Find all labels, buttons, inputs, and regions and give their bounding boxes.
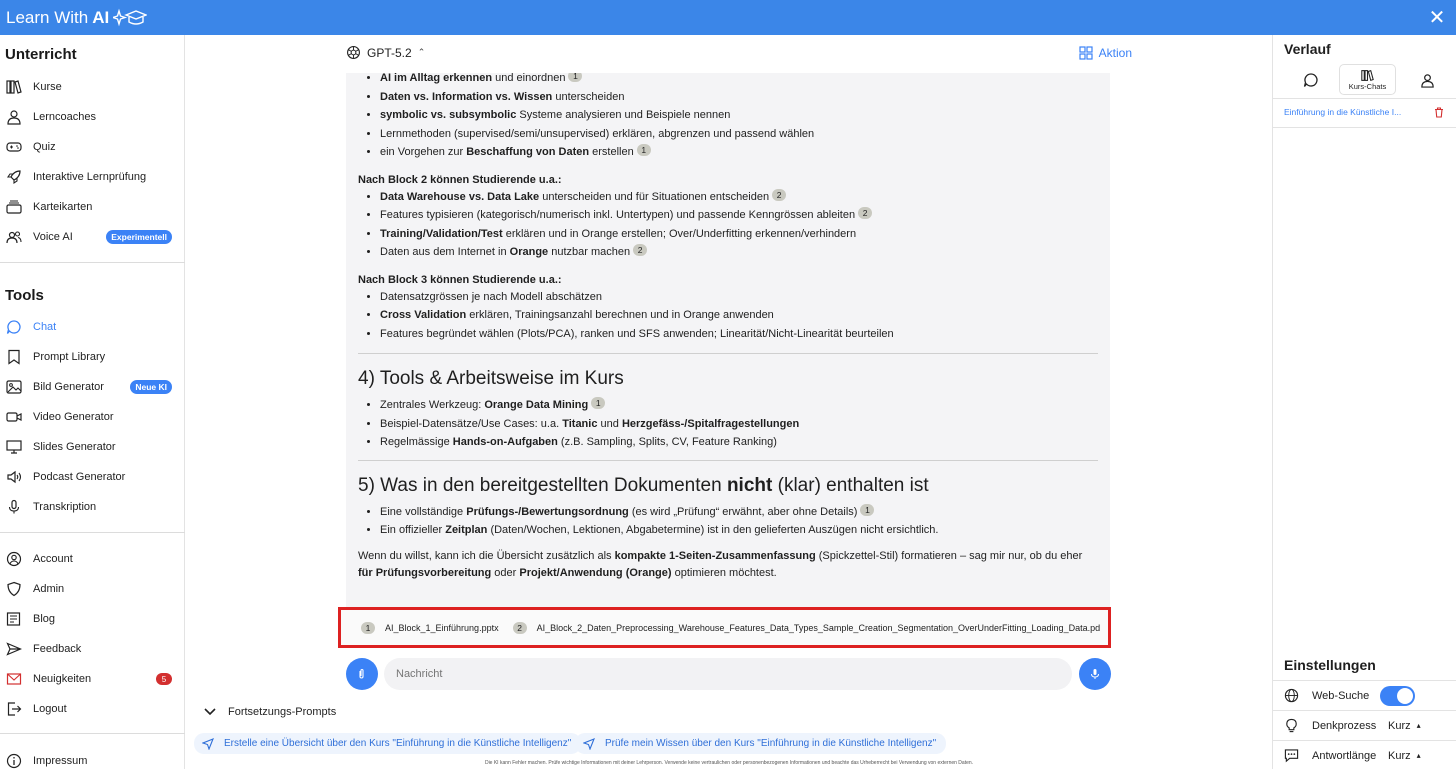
sources-bar: [338, 607, 1111, 648]
sidebar-item-impressum[interactable]: [0, 746, 184, 776]
source-file-link[interactable]: AI_Block_1_Einführung.pptx: [385, 622, 499, 633]
image-icon: [6, 379, 22, 395]
new-ai-badge: Neue KI: [130, 380, 172, 394]
sidebar-item-karteikarten[interactable]: [0, 192, 184, 222]
bookmark-icon: [6, 349, 22, 365]
followup-prompts-toggle[interactable]: [204, 706, 336, 718]
list-item: • Zentrales Werkzeug: Orange Data Mining 1: [380, 396, 1098, 415]
sidebar-item-video-generator[interactable]: [0, 402, 184, 432]
message-composer: [346, 657, 1111, 691]
sidebar-item-label: Chat: [33, 321, 57, 333]
list-item: • Training/Validation/Test erklären und in Orange erstellen; Over/Underfitting erkennen/verhindern: [380, 225, 1098, 244]
list-item: • Data Warehouse vs. Data Lake unterscheiden und für Situationen entscheiden 2: [380, 188, 1098, 207]
list-item: • Lernmethoden (supervised/semi/unsupervised) erklären, abgrenzen und passend wählen: [380, 125, 1098, 144]
voice-input-button[interactable]: [1079, 658, 1111, 690]
sidebar-item-quiz[interactable]: [0, 132, 184, 162]
source-number: 2: [513, 622, 527, 634]
list-item: • AI im Alltag erkennen und einordnen 1: [380, 73, 1098, 88]
sidebar-item-label: Slides Generator: [33, 441, 116, 453]
list-item: • Regelmässige Hands-on-Aufgaben (z.B. Sampling, Splits, CV, Feature Ranking): [380, 433, 1098, 452]
select-value: Kurz: [1388, 749, 1411, 762]
section5-list: [358, 503, 1098, 540]
library-icon: [1360, 69, 1375, 82]
list-item: • Ein offizieller Zeitplan (Daten/Wochen, Lektionen, Abgabetermine) ist in den gelieferten Auszügen nicht ersichtlich.: [380, 521, 1098, 540]
sidebar-item-blog[interactable]: [0, 604, 184, 634]
sidebar-item-label: Voice AI: [33, 231, 73, 243]
account-icon: [6, 551, 22, 567]
followup-prompts-label: Fortsetzungs-Prompts: [228, 706, 337, 718]
chat-header: [186, 35, 1272, 73]
sidebar-item-label: Kurse: [33, 81, 62, 93]
chevron-down-icon: [204, 708, 216, 716]
sidebar-item-transkription[interactable]: [0, 492, 184, 522]
sidebar-item-label: Karteikarten: [33, 201, 93, 213]
sidebar-item-voice-ai[interactable]: [0, 222, 184, 252]
history-item-title: Einführung in die Künstliche I...: [1284, 107, 1402, 117]
section-title-tools: Tools: [5, 287, 44, 304]
followup-prompt-text: Prüfe mein Wissen über den Kurs "Einführung in die Künstliche Intelligenz": [605, 738, 937, 749]
tab-chats[interactable]: [1300, 69, 1322, 91]
section5-heading: 5) Was in den bereitgestellten Dokumenten nicht (klar) enthalten ist: [358, 474, 929, 496]
sidebar-item-label: Transkription: [33, 501, 97, 513]
library-icon: [6, 79, 22, 95]
send-icon: [6, 641, 22, 657]
newspaper-icon: [6, 611, 22, 627]
chevron-updown-icon: ⌃: [417, 47, 426, 57]
mail-icon: [6, 671, 22, 687]
sidebar-item-label: Prompt Library: [33, 351, 106, 363]
aktion-button[interactable]: [1079, 46, 1132, 60]
sidebar-item-label: Podcast Generator: [33, 471, 126, 483]
speaker-icon: [6, 469, 22, 485]
sidebar-item-interaktive-lernpruefung[interactable]: [0, 162, 184, 192]
settings-title: Einstellungen: [1284, 657, 1376, 673]
sidebar-item-lerncoaches[interactable]: [0, 102, 184, 132]
sidebar-item-label: Lerncoaches: [33, 111, 96, 123]
followup-prompt-chip[interactable]: [575, 733, 946, 754]
source-number: 1: [361, 622, 375, 634]
user-icon: [6, 109, 22, 125]
sidebar-divider: [0, 532, 185, 533]
sidebar-item-admin[interactable]: [0, 574, 184, 604]
citation-badge[interactable]: 2: [633, 244, 647, 256]
section4-list: [358, 396, 1098, 452]
list-item: • Datensatzgrössen je nach Modell abschätzen: [380, 288, 1098, 307]
block2-heading: Nach Block 2 können Studierende u.a.:: [358, 173, 562, 186]
ai-disclaimer: Die KI kann Fehler machen. Prüfe wichtige Informationen mit deiner Lehrperson. Verwende keine vertraulichen oder personenbezogenen Informationen und beachte das Urheberrecht bei Verwendung von externen Daten.: [484, 760, 974, 766]
presentation-icon: [6, 439, 22, 455]
list-item: • Beispiel-Datensätze/Use Cases: u.a. Titanic und Herzgefäss-/Spitalfragestellungen: [380, 415, 1098, 434]
grid-icon: [1079, 46, 1093, 60]
sidebar-item-neuigkeiten[interactable]: [0, 664, 184, 694]
section-divider: [358, 353, 1098, 354]
sidebar-divider: [0, 262, 185, 263]
citation-badge[interactable]: 1: [860, 504, 874, 516]
aktion-label: Aktion: [1098, 46, 1132, 60]
tab-label: Kurs-Chats: [1348, 81, 1387, 91]
sidebar-item-label: Impressum: [33, 755, 88, 767]
gamepad-icon: [6, 139, 22, 155]
block3-list: [358, 288, 1098, 344]
app-logo[interactable]: [6, 8, 147, 28]
sidebar-divider: [0, 733, 185, 734]
info-icon: [6, 753, 22, 769]
chevron-updown-icon: ▴: [1416, 721, 1421, 730]
block1-list: [358, 73, 1098, 162]
sidebar-item-chat[interactable]: [0, 312, 184, 342]
navigation-arrow-icon: [202, 738, 214, 750]
select-value: Kurz: [1388, 719, 1411, 732]
left-sidebar: [0, 35, 185, 769]
history-title: Verlauf: [1284, 41, 1331, 57]
message-dots-icon: [1284, 748, 1300, 763]
user-icon: [1420, 73, 1435, 88]
app-title-prefix: Learn With: [6, 7, 89, 27]
navigation-arrow-icon: [583, 738, 595, 750]
sidebar-item-kurse[interactable]: [0, 72, 184, 102]
chat-icon: [6, 319, 22, 335]
video-icon: [6, 409, 22, 425]
sidebar-item-feedback[interactable]: [0, 634, 184, 664]
list-item: • Daten vs. Information vs. Wissen unterscheiden: [380, 88, 1098, 107]
microphone-icon: [6, 499, 22, 515]
panel-divider: [1273, 98, 1456, 99]
section-divider: [358, 460, 1098, 461]
list-item: • Eine vollständige Prüfungs-/Bewertungsordnung (es wird „Prüfung“ erwähnt, aber ohne Details) 1: [380, 503, 1098, 522]
setting-web-search: [1273, 680, 1456, 710]
citation-badge[interactable]: 2: [858, 207, 872, 219]
list-item: • symbolic vs. subsymbolic Systeme analysieren und Beispiele nennen: [380, 106, 1098, 125]
citation-badge[interactable]: 2: [772, 189, 786, 201]
sidebar-item-logout[interactable]: [0, 694, 184, 724]
setting-antwortlaenge: [1273, 740, 1456, 770]
tab-kurs-chats[interactable]: [1339, 64, 1396, 95]
sidebar-item-label: Neuigkeiten: [33, 673, 92, 685]
attach-button[interactable]: [346, 658, 378, 690]
close-icon[interactable]: ✕: [1428, 6, 1446, 29]
sidebar-item-label: Logout: [33, 703, 67, 715]
assistant-message: [346, 73, 1110, 610]
users-icon: [6, 229, 22, 245]
shield-icon: [6, 581, 22, 597]
source-file-link[interactable]: AI_Block_2_Daten_Preprocessing_Warehouse_Features_Data_Types_Sample_Creation_Segmentation_OverUnderFitting_Loading_Data.pd: [536, 622, 1101, 633]
panel-divider: [1273, 127, 1456, 128]
paperclip-icon: [356, 668, 368, 680]
citation-badge[interactable]: 1: [637, 144, 651, 156]
sidebar-item-label: Bild Generator: [33, 381, 104, 393]
sidebar-item-label: Quiz: [33, 141, 56, 153]
model-selector[interactable]: [346, 45, 425, 60]
followup-prompt-chip[interactable]: [194, 733, 581, 754]
chevron-updown-icon: ▴: [1416, 751, 1421, 760]
sidebar-item-prompt-library[interactable]: [0, 342, 184, 372]
list-item: • Daten aus dem Internet in Orange nutzbar machen 2: [380, 243, 1098, 262]
sidebar-item-bild-generator[interactable]: [0, 372, 184, 402]
history-tabs: [1273, 63, 1456, 96]
model-name: GPT-5.2: [367, 45, 412, 60]
sidebar-item-label: Video Generator: [33, 411, 114, 423]
sidebar-item-label: Account: [33, 553, 73, 565]
setting-label: Web-Suche: [1312, 689, 1370, 702]
sidebar-item-podcast-generator[interactable]: [0, 462, 184, 492]
message-input[interactable]: [384, 658, 1072, 690]
openai-icon: [346, 45, 361, 60]
list-item: • Cross Validation erklären, Trainingsanzahl berechnen und in Orange anwenden: [380, 306, 1098, 325]
notification-count-badge: 5: [156, 673, 172, 685]
lightbulb-icon: [1284, 718, 1300, 733]
citation-badge[interactable]: 1: [568, 73, 582, 82]
sidebar-item-label: Blog: [33, 613, 56, 625]
logout-icon: [6, 701, 22, 717]
block2-list: [358, 188, 1098, 262]
cards-icon: [6, 199, 22, 215]
sidebar-item-label: Interaktive Lernprüfung: [33, 171, 147, 183]
top-bar: [0, 0, 1456, 35]
globe-icon: [1284, 688, 1300, 703]
followup-prompt-text: Erstelle eine Übersicht über den Kurs "Einführung in die Künstliche Intelligenz": [224, 738, 572, 749]
section-title-unterricht: Unterricht: [5, 46, 77, 63]
section4-heading: 4) Tools & Arbeitsweise im Kurs: [358, 368, 624, 389]
web-search-toggle[interactable]: [1380, 686, 1415, 706]
tab-personal[interactable]: [1416, 69, 1438, 91]
list-item: • ein Vorgehen zur Beschaffung von Daten erstellen 1: [380, 143, 1098, 162]
antwortlaenge-select[interactable]: [1388, 750, 1421, 762]
chat-icon: [1303, 72, 1319, 88]
list-item: • Features typisieren (kategorisch/numerisch inkl. Untertypen) und passende Kenngrössen ableiten 2: [380, 206, 1098, 225]
sparkle-graduation-icon: [113, 8, 147, 28]
block3-heading: Nach Block 3 können Studierende u.a.:: [358, 273, 562, 286]
rocket-icon: [6, 169, 22, 185]
microphone-icon: [1089, 668, 1101, 680]
closing-paragraph: Wenn du willst, kann ich die Übersicht zusätzlich als kompakte 1-Seiten-Zusammenfassung (Spickzettel-Stil) formatieren – sag mir nur, ob du eher für Prüfungsvorbereitung oder Projekt/Anwendung (Orange) optimieren möchtest.: [358, 549, 1083, 579]
right-panel: [1272, 35, 1456, 769]
list-item: • Features begründet wählen (Plots/PCA), ranken und SFS anwenden; Linearität/Nicht-Linearität beurteilen: [380, 325, 1098, 344]
setting-label: Denkprozess: [1312, 719, 1377, 732]
sidebar-item-label: Admin: [33, 583, 65, 595]
sidebar-item-slides-generator[interactable]: [0, 432, 184, 462]
app-title-ai: AI: [92, 7, 110, 27]
sidebar-item-account[interactable]: [0, 544, 184, 574]
experimental-badge: Experimentell: [106, 230, 172, 244]
citation-badge[interactable]: 1: [591, 397, 605, 409]
history-item[interactable]: [1284, 106, 1444, 118]
setting-denkprozess: [1273, 710, 1456, 740]
setting-label: Antwortlänge: [1312, 749, 1377, 762]
trash-icon[interactable]: [1434, 106, 1444, 118]
sidebar-item-label: Feedback: [33, 643, 82, 655]
denkprozess-select[interactable]: [1388, 720, 1421, 732]
